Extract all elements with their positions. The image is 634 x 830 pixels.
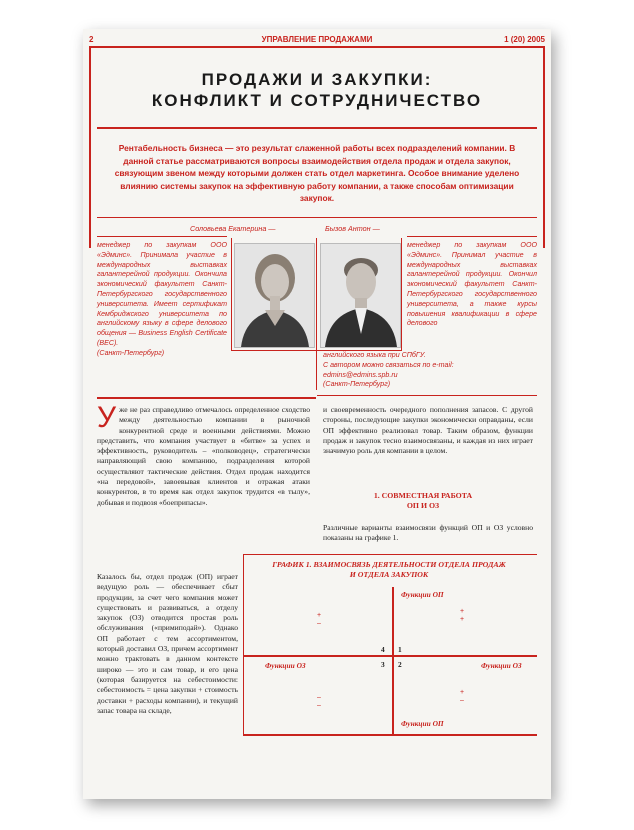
- portrait-man-icon: [321, 244, 400, 347]
- chart-title-line-2: И ОТДЕЛА ЗАКУПОК: [349, 570, 429, 579]
- portrait-woman-icon: [235, 244, 314, 347]
- photo-frame-left: [231, 238, 232, 350]
- author-2-city: (Санкт-Петербург): [323, 380, 391, 389]
- photo-frame-mid: [316, 238, 317, 390]
- q4-sign-top: +: [317, 612, 322, 619]
- chart-left-border: [243, 554, 244, 734]
- photo-frame-right: [401, 238, 402, 350]
- lead-rule: [97, 217, 537, 218]
- author-1-city: (Санкт-Петербург): [97, 348, 165, 357]
- body-paragraph-1: [97, 401, 310, 508]
- q2-sign-top: +: [460, 689, 465, 696]
- quadrant-4-signs: [317, 612, 321, 628]
- author-1-name: Соловьева Екатерина —: [190, 224, 276, 233]
- chart-vertical-axis: [392, 587, 394, 734]
- title-line-1: ПРОДАЖИ И ЗАКУПКИ:: [201, 70, 433, 89]
- author-1-bio-text: менеджер по закупкам ООО «Эдминс». Принимала участие в международных выставках галантерейной продукции. Окончила экономический факультет Санкт-Петербургского государственного университета. Имеет сертификат Кембриджского университета по английскому языку в сфере делового общения — Business English Certificate (BEC).: [97, 241, 227, 347]
- chart-title: [243, 560, 535, 580]
- drop-cap: У: [97, 401, 117, 434]
- para1-text: же не раз справедливо отмечалось определенное сходство между деятельностью компании в рыночной конкурентной среде и военными действиями. Можно представить, что компания участвует в «битве» за успех и эффективность, руководитель – «полководец», стратегически направляющий свою компанию, подразделения которой осуществляют тактические действия. Отдел продаж находится «на передовой», завоевывая клиентов и отражая атаки конкурентов, в то время как отдел закупок трудится «в тылу», добывая и подвозя «боеприпасы».: [97, 405, 310, 507]
- section-name: УПРАВЛЕНИЕ ПРОДАЖАМИ: [261, 35, 373, 44]
- author-2-contact: С автором можно связаться по e-mail:: [323, 360, 454, 369]
- chart-title-line-1: ГРАФИК 1. ВЗАИМОСВЯЗЬ ДЕЯТЕЛЬНОСТИ ОТДЕЛА ПРОДАЖ: [272, 560, 506, 569]
- page-number: 2: [89, 35, 94, 44]
- q3-sign-top: –: [317, 694, 321, 701]
- section-heading-line-2: ОП И ОЗ: [406, 501, 440, 510]
- q1-sign-top: +: [460, 608, 465, 615]
- author-2-name: Бызов Антон —: [325, 224, 380, 233]
- body-col2-paragraph-1: и своевременность очередного пополнения запасов. С другой стороны, последующие закупки экономически оправданы, если ОП эффективно реализовал товар. Таким образом, функции продаж и закупок тесно взаимосвязаны, и каждая из них играет значимую роль для компании в целом.: [323, 405, 533, 456]
- body-paragraph-2: Казалось бы, отдел продаж (ОП) играет ведущую роль — обеспечивает сбыт продукции, за счет чего компания может существовать и развиваться, а отделу закупок (ОЗ) отводится простая роль обслуживания («примиподай»). Однако ОП работает с тем ассортиментом, который доставил ОЗ, причем ассортимент можно трактовать в данном контексте широко — это и сам товар, и его цена (которая базируется на себестоимости: себестоимость = цена закупки + стоимость доставки + расходы компании), и текущий запас товара на складе,: [97, 572, 238, 715]
- section-heading: [315, 491, 531, 511]
- quadrant-2-signs: [460, 689, 464, 705]
- q4-sign-bottom: –: [317, 620, 321, 627]
- chart-bottom-rule: [243, 734, 537, 736]
- author-rule-right: [407, 236, 537, 237]
- author-2-bio: менеджер по закупкам ООО «Эдминс». Принимал участие в международных выставках галантерейной продукции. Окончил экономический факультет Санкт-Петербургского государственного университета, а также курсы повышения квалификации в сфере делового: [407, 241, 537, 328]
- axis-label-bottom: Функции ОП: [401, 719, 444, 728]
- axis-label-top: Функции ОП: [401, 590, 444, 599]
- quadrant-1-signs: [460, 608, 464, 624]
- quadrant-4-number: 4: [381, 645, 385, 654]
- author-1-photo: [234, 243, 315, 348]
- chart-horizontal-axis: [244, 655, 537, 657]
- chart-top-rule: [243, 554, 537, 555]
- author-2-bio-bottom: английского языка при СПбГУ.: [323, 351, 426, 359]
- issue-number: 1 (20) 2005: [504, 35, 545, 44]
- q3-sign-bottom: –: [317, 702, 321, 709]
- article-lead: Рентабельность бизнеса — это результат слаженной работы всех подразделений компании. В данной статье рассматриваются вопросы взаимодействия отдела продаж и отдела закупок, связующим звеном между которыми должен стать отдел маркетинга. Особое внимание уделено влиянию системы закупок на эффективную работу компании, а также способам оптимизации закупок.: [114, 143, 520, 203]
- axis-label-right: Функции ОЗ: [481, 661, 522, 670]
- q1-sign-bottom: +: [460, 616, 465, 623]
- header-rule: [89, 46, 545, 48]
- body-col2-paragraph-2: Различные варианты взаимосвязи функций ОП и ОЗ условно показаны на графике 1.: [323, 523, 533, 543]
- author-2-email[interactable]: edmins@edmins.spb.ru: [323, 370, 398, 379]
- body-rule-right: [317, 395, 537, 396]
- article-title: [83, 69, 551, 111]
- quadrant-3-number: 3: [381, 660, 385, 669]
- running-header: [89, 33, 545, 46]
- axis-label-left: Функции ОЗ: [265, 661, 306, 670]
- author-2-photo: [320, 243, 401, 348]
- title-line-2: КОНФЛИКТ И СОТРУДНИЧЕСТВО: [151, 91, 483, 110]
- magazine-page: [83, 29, 551, 799]
- quadrant-3-signs: [317, 694, 321, 710]
- quadrant-2-number: 2: [398, 660, 402, 669]
- author-2-bio-extra: [323, 351, 537, 390]
- quadrant-1-number: 1: [398, 645, 402, 654]
- title-rule: [97, 127, 537, 129]
- author-rule-left: [97, 236, 227, 237]
- section-heading-line-1: 1. СОВМЕСТНАЯ РАБОТА: [373, 491, 473, 500]
- author-1-bio: [97, 241, 227, 359]
- q2-sign-bottom: –: [460, 697, 464, 704]
- body-rule-left: [97, 397, 316, 399]
